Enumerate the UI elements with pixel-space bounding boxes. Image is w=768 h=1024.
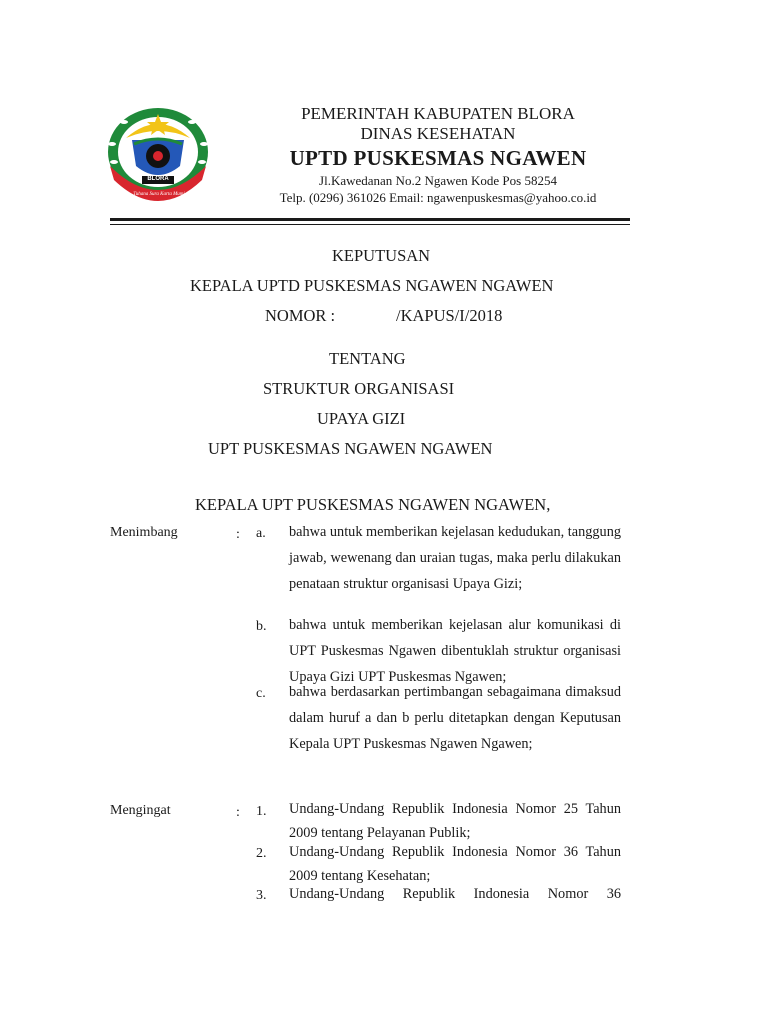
subject-line-1: STRUKTUR ORGANISASI [263, 379, 455, 398]
subject-line-2: UPAYA GIZI [317, 409, 406, 428]
mengingat-item-3: Undang-Undang Republik Indonesia Nomor 36 [289, 886, 621, 902]
menimbang-item-a: bahwa untuk memberikan kejelasan kedudukan, tanggung jawab, wewenang dan uraian tugas, maka perlu dilakukan penataan struktur organisasi Upaya Gizi; [289, 524, 621, 592]
mengingat-colon: : [236, 805, 240, 820]
government-name: PEMERINTAH KABUPATEN BLORA [301, 104, 575, 123]
mengingat-marker-1: 1. [256, 804, 267, 819]
menimbang-colon: : [236, 527, 240, 542]
menimbang-marker-a: a. [256, 526, 266, 541]
mengingat-item-1: Undang-Undang Republik Indonesia Nomor 25 Tahun 2009 tentang Pelayanan Publik; [289, 801, 621, 841]
doc-number-label: NOMOR : [265, 306, 336, 325]
mengingat-marker-2: 2. [256, 846, 267, 861]
letterhead [258, 104, 618, 206]
department-name: DINAS KESEHATAN [360, 124, 516, 143]
mengingat-label: Mengingat [110, 803, 171, 818]
institution-contact: Telp. (0296) 361026 Email: ngawenpuskesmas@yahoo.co.id [279, 190, 597, 205]
blora-regency-emblem [104, 104, 212, 204]
letterhead-divider-thick [110, 218, 630, 221]
menimbang-marker-b: b. [256, 619, 267, 634]
doc-type: KEPUTUSAN [332, 246, 431, 265]
doc-number-value: /KAPUS/I/2018 [396, 306, 503, 325]
letterhead-divider-thin [110, 224, 630, 225]
mengingat-item-2: Undang-Undang Republik Indonesia Nomor 36 Tahun 2009 tentang Kesehatan; [289, 844, 621, 884]
institution-name: UPTD PUSKESMAS NGAWEN [289, 146, 587, 170]
menimbang-label: Menimbang [110, 525, 178, 540]
mengingat-marker-3: 3. [256, 888, 267, 903]
authority-heading: KEPALA UPT PUSKESMAS NGAWEN NGAWEN, [195, 495, 551, 514]
about-heading: TENTANG [329, 349, 406, 368]
menimbang-marker-c: c. [256, 686, 266, 701]
doc-issuer: KEPALA UPTD PUSKESMAS NGAWEN NGAWEN [190, 276, 554, 295]
menimbang-item-b: bahwa untuk memberikan kejelasan alur komunikasi di UPT Puskesmas Ngawen dibentuklah struktur organisasi Upaya Gizi UPT Puskesmas Ngawen; [289, 617, 621, 685]
subject-line-3: UPT PUSKESMAS NGAWEN NGAWEN [208, 439, 493, 458]
menimbang-item-c: bahwa berdasarkan pertimbangan sebagaimana dimaksud dalam huruf a dan b perlu ditetapkan dengan Keputusan Kepala UPT Puskesmas Ngawen Ngawen; [289, 684, 621, 752]
logo-motto-text: Tuhana Sura Karta Mumi [133, 192, 185, 197]
institution-address: Jl.Kawedanan No.2 Ngawen Kode Pos 58254 [319, 173, 557, 188]
logo-banner-text: BLORA [147, 176, 169, 182]
